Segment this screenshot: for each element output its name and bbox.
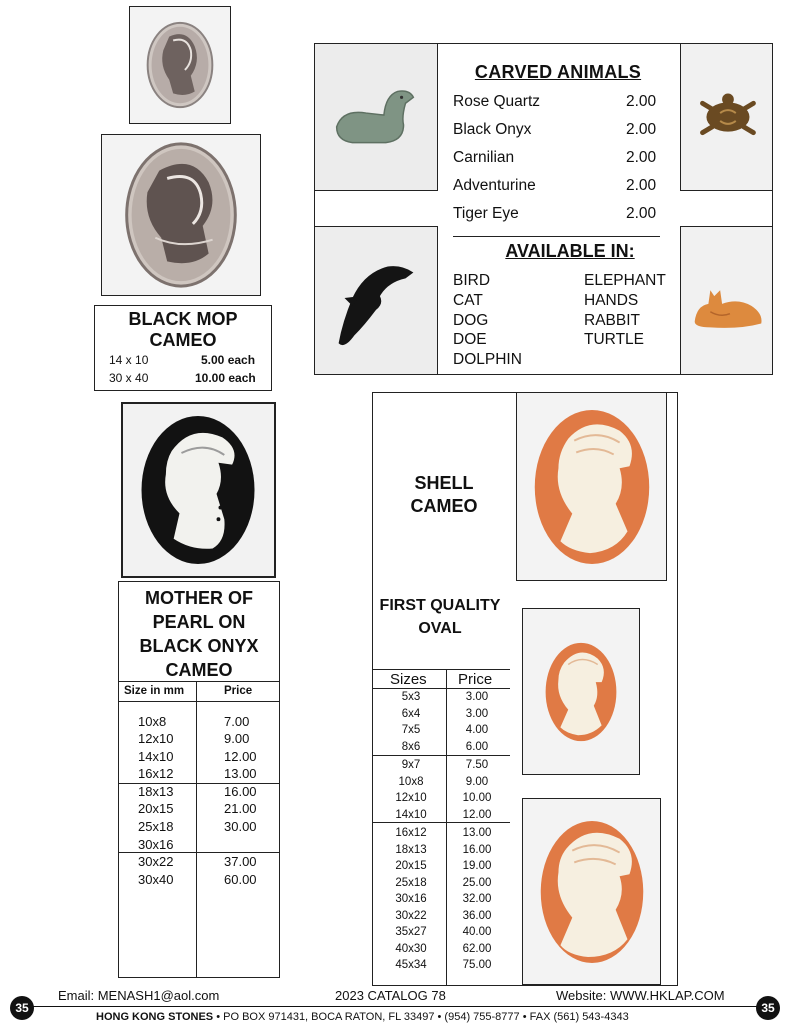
mopo-price-cell: 21.00	[224, 801, 257, 816]
shell-price-cell: 75.00	[462, 959, 492, 971]
animal-price-3: 2.00	[626, 177, 657, 194]
shell-size-cell: 7x5	[401, 724, 421, 736]
footer-company-name: HONG KONG STONES	[96, 1011, 214, 1023]
shell-price-cell: 25.00	[462, 876, 492, 889]
mopo-price-cell: 12.00	[224, 749, 257, 764]
shell-table-top-line	[372, 669, 510, 670]
black-mop-price-0: 5.00 each	[201, 353, 256, 367]
animal-name-1: Black Onyx	[453, 121, 532, 138]
shell-price-cell: 10.00	[462, 792, 492, 804]
shell-size-cell: 40x30	[395, 942, 427, 955]
animals-divider	[453, 236, 660, 237]
mother-of-pearl-cameo-photo	[121, 402, 276, 578]
black-mop-title: BLACK MOP CAMEO	[128, 309, 238, 350]
mopo-group-line-2	[118, 852, 280, 853]
animal-price-2: 2.00	[626, 149, 657, 166]
small-mop-cameo-photo	[129, 6, 231, 124]
shell-cameo-small-photo	[522, 798, 661, 985]
shell-size-cell: 6x4	[401, 707, 421, 720]
animal-price-0: 2.00	[626, 93, 657, 110]
available-item: DOG	[453, 312, 489, 329]
shell-price-cell: 40.00	[462, 926, 492, 938]
shell-price-cell: 62.00	[462, 942, 492, 955]
mopo-price-cell: 13.00	[224, 766, 257, 781]
shell-size-cell: 5x3	[401, 691, 421, 703]
available-item: BIRD	[453, 272, 491, 289]
black-mop-price-box	[94, 305, 272, 391]
available-item: DOE	[453, 331, 487, 348]
available-item: HANDS	[584, 292, 639, 309]
animal-name-4: Tiger Eye	[453, 205, 519, 222]
page-number-left: 35	[10, 996, 34, 1020]
animal-name-3: Adventurine	[453, 177, 536, 194]
available-item: DOLPHIN	[453, 351, 522, 368]
shell-price-cell: 16.00	[462, 843, 492, 856]
shell-price-cell: 3.00	[465, 707, 489, 720]
footer-catalog: 2023 CATALOG 78	[335, 988, 446, 1003]
shell-size-cell: 16x12	[395, 827, 427, 839]
footer-website: Website: WWW.HKLAP.COM	[556, 988, 725, 1003]
mopo-size-cell: 16x12	[138, 766, 174, 781]
large-mop-cameo-photo	[101, 134, 261, 296]
black-mop-size-1: 30 x 40	[109, 371, 149, 385]
shell-group-line-1	[372, 755, 510, 756]
shell-price-header: Price	[458, 671, 493, 688]
shell-size-cell: 25x18	[395, 876, 427, 889]
shell-price-cell: 32.00	[462, 893, 492, 905]
mopo-price-cell: 37.00	[224, 854, 257, 869]
shell-group-line-2	[372, 822, 510, 823]
mopo-price-cell: 7.00	[224, 714, 250, 729]
mopo-header-bottom-line	[118, 701, 280, 702]
mopo-size-cell: 14x10	[138, 749, 174, 764]
available-item: CAT	[453, 292, 483, 309]
page-number-right: 35	[756, 996, 780, 1020]
shell-table-header-line	[372, 688, 510, 689]
available-item: RABBIT	[584, 312, 640, 329]
mopo-size-cell: 10x8	[138, 714, 167, 729]
mopo-size-cell: 25x18	[138, 819, 174, 834]
shell-cameo-large-photo	[516, 392, 667, 581]
shell-price-cell: 6.00	[465, 740, 489, 753]
animal-price-1: 2.00	[626, 121, 657, 138]
shell-size-cell: 35x27	[395, 926, 427, 938]
black-onyx-dolphin-photo	[314, 226, 438, 375]
black-mop-price-1: 10.00 each	[195, 371, 256, 385]
footer-address-line	[96, 1011, 629, 1023]
available-in-title: AVAILABLE IN:	[505, 241, 635, 261]
mopo-price-cell: 60.00	[224, 872, 257, 887]
rose-quartz-duck-photo	[314, 43, 438, 191]
shell-price-cell: 36.00	[462, 909, 492, 922]
footer-rule	[30, 1006, 760, 1007]
mopo-price-cell: 9.00	[224, 731, 250, 746]
available-item: TURTLE	[584, 331, 645, 348]
mopo-size-cell: 30x22	[138, 854, 174, 869]
shell-size-cell: 30x16	[395, 893, 427, 905]
mopo-size-cell: 18x13	[138, 784, 174, 799]
mopo-size-header: Size in mm	[124, 685, 185, 697]
shell-cameo-title: SHELL CAMEO	[410, 473, 478, 516]
black-mop-size-0: 14 x 10	[109, 353, 149, 367]
animal-name-2: Carnilian	[453, 149, 515, 166]
shell-price-cell: 13.00	[462, 827, 492, 839]
shell-size-cell: 9x7	[401, 759, 421, 771]
mopo-size-cell: 30x16	[138, 837, 174, 852]
shell-price-cell: 12.00	[462, 808, 492, 821]
shell-size-cell: 45x34	[395, 959, 427, 971]
mopo-column-divider	[196, 681, 197, 978]
shell-price-cell: 4.00	[465, 724, 489, 736]
shell-price-cell: 19.00	[462, 860, 492, 872]
animal-name-0: Rose Quartz	[453, 93, 541, 110]
available-item: ELEPHANT	[584, 272, 666, 289]
shell-size-cell: 20x15	[395, 860, 427, 872]
shell-cameo-medium-photo	[522, 608, 640, 775]
mopo-price-cell: 16.00	[224, 784, 257, 799]
mopo-header-top-line	[118, 681, 280, 682]
carved-animals-title: CARVED ANIMALS	[474, 62, 642, 82]
footer-address: • PO BOX 971431, BOCA RATON, FL 33497 • (954) 755-8777 • FAX (561) 543-4343	[213, 1011, 629, 1023]
shell-size-cell: 8x6	[401, 740, 421, 753]
mopo-size-cell: 30x40	[138, 872, 174, 887]
shell-size-cell: 12x10	[395, 792, 427, 804]
shell-size-cell: 14x10	[395, 808, 427, 821]
mopo-price-cell: 30.00	[224, 819, 257, 834]
footer-email: Email: MENASH1@aol.com	[58, 988, 220, 1003]
mopo-size-cell: 12x10	[138, 731, 174, 746]
shell-price-cell: 7.50	[465, 759, 489, 771]
shell-size-header: Sizes	[390, 671, 427, 688]
shell-price-cell: 3.00	[465, 691, 489, 703]
animal-price-4: 2.00	[626, 205, 657, 222]
shell-price-cell: 9.00	[465, 775, 489, 788]
mopo-size-cell: 20x15	[138, 801, 174, 816]
mother-of-pearl-title: MOTHER OF PEARL ON BLACK ONYX CAMEO	[139, 588, 259, 680]
shell-size-cell: 18x13	[395, 843, 427, 856]
first-quality-oval-subtitle: FIRST QUALITY OVAL	[379, 597, 501, 637]
tiger-eye-turtle-photo	[680, 43, 773, 191]
shell-column-divider	[446, 669, 447, 986]
shell-size-cell: 30x22	[395, 909, 427, 922]
mopo-price-header: Price	[224, 685, 253, 697]
carnelian-cat-photo	[680, 226, 773, 375]
shell-size-cell: 10x8	[398, 775, 424, 788]
